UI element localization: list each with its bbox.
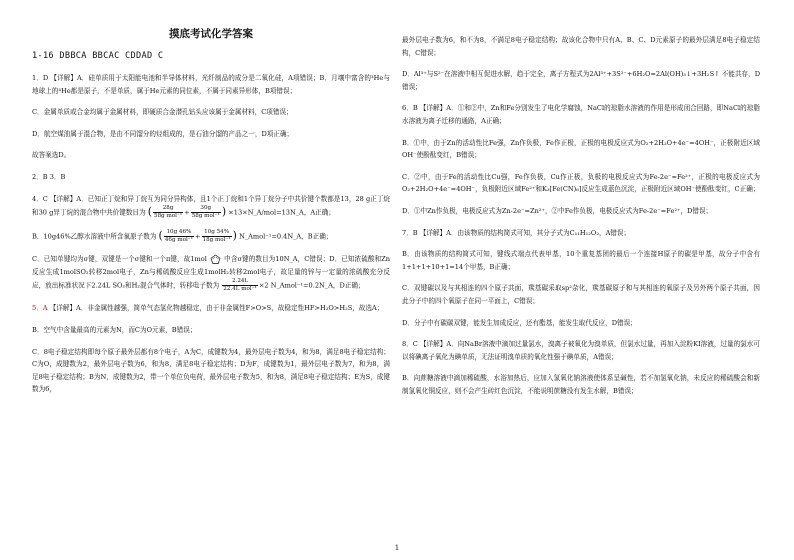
answer-paragraph: 故答案选D。 bbox=[32, 151, 71, 160]
fraction-numerator: 30g bbox=[191, 205, 221, 213]
answer-paragraph: B．10g46%乙醇水溶液中所含氧原子数为 ( $\frac{10g 46\%}{\text{46g mol⁻¹}}$ + $\frac{10g 54\%}{\text{18g mol⁻¹}}$ ) N_Amol⁻¹=0.4N_A，B正确； bbox=[32, 229, 333, 244]
left-column bbox=[12, 0, 392, 540]
fraction-denominator: 46g mol⁻¹ bbox=[164, 237, 193, 244]
answer-paragraph bbox=[32, 302, 390, 315]
answer-paragraph: C．②中，由于Fe的活动性比Cu强，Fe作负极，Cu作正极，负极的电极反应式为Fe-2e⁻=Fe²⁺，正极的电极反应式为O₂+2H₂O+4e⁻=4OH⁻，负极附近区域Fe²⁺和K₃[Fe(CN)₆]反应生成蓝色沉淀，正极附近区域OH⁻使酚酞变红，C正确； bbox=[402, 172, 760, 194]
fraction-denominator: 58g mol⁻¹ bbox=[191, 213, 220, 220]
open-paren: ( bbox=[158, 229, 163, 243]
answer-paragraph: C．8电子稳定结构即每个原子最外层都有8个电子，A为C，成键数为4，最外层电子数为4，和为8，满足8电子稳定结构；C为O，成键数为2，最外层电子数为6，和为8，满足8电子稳定结构；D为F，成键数为1，最外层电子数为7，和为8，满足8电子稳定结构；B为N，成键数为2，带一个单位负电荷，最外层电子数为5，和为8，满足8电子稳定结构；E为S，成键数为6， bbox=[32, 347, 390, 394]
answer-paragraph: B．①中，由于Zn的活动性比Fe强，Zn作负极，Fe作正极，正极的电极反应式为O₂+2H₂O+4e⁻=4OH⁻，正极附近区域OH⁻使酚酞变红，B错误； bbox=[402, 138, 760, 160]
answer-paragraph: 7．B 【详解】A．由该物质的结构简式可知，其分子式为C₁₁H₁₂O₂，A错误； bbox=[402, 228, 631, 237]
answer-paragraph: C．双键碳以及与其相连的四个原子共面，羰基碳采取sp²杂化，羰基碳原子和与其相连的氧原子及另外两个原子共面，因此分子中的四个氧原子在同一平面上，C错误； bbox=[402, 284, 760, 305]
fraction bbox=[191, 205, 221, 220]
answer-paragraph: C．金属单质或合金均属于金属材料，即硬质合金潜孔钻头应该属于金属材料，C项错误； bbox=[32, 108, 293, 117]
answer-paragraph: D．Al³⁺与S²⁻在溶液中相互促进水解，趋于完全，离子方程式为2Al³⁺+3S²⁻+6H₂O=2Al(OH)₃↓+3H₂S↑ 不能共存，D错误； bbox=[402, 70, 760, 91]
answer-paragraph: 最外层电子数为6，和不为8，不满足8电子稳定结构；故该化合物中只有A、B、C、D元素原子的最外层满足8电子稳定结构，C错误； bbox=[402, 36, 760, 57]
answer-paragraph: B．向蔗糖溶液中滴加稀硫酸，水浴加热后，应加入氢氧化钠溶液使体系呈碱性，若不加氢氧化钠，未反应的稀硫酸会和新制氢氧化铜反应，则不会产生砖红色沉淀，不能说明蔗糖没有发生水解，B错误； bbox=[402, 374, 760, 395]
answer-paragraph: 4．C 【详解】A．已知正丁烷和异丁烷互为同分异构体，且1个正丁烷和1个异丁烷分子中共价键个数都是13，28 g正丁烷和30 g异丁烷的混合物中共价键数目为 ( $\frac{28g}{\text{58g mol⁻¹}}$ + $\frac{30g}{\text{58g mol⁻¹}}$ ) ×13×N_A/mol=13N_A，A正确； bbox=[32, 194, 390, 220]
answer-paragraph: 2．B 3．B bbox=[32, 172, 66, 181]
answer-text: N_Amol⁻¹=0.4N_A，B正确； bbox=[239, 232, 333, 241]
answer-paragraph: D．①中Zn作负极，电极反应式为Zn-2e⁻=Zn²⁺，②中Fe作负极，电极反应式为Fe-2e⁻=Fe²⁺，D错误； bbox=[402, 206, 713, 215]
answer-text: 中含σ键的数目为10N_A，C错误；D．已知浓硫酸和Zn反应生成1molSO₂转移2mol电子，Zn与稀硫酸反应生成1molH₂转移2mol电子，故足量的锌与一定量的浓硫酸充分反应，放出标准状况下2.24L SO₂和H₂混合气体时，转移电子数为 bbox=[32, 255, 390, 290]
right-column bbox=[402, 0, 782, 540]
close-paren: ) bbox=[232, 229, 237, 243]
fraction bbox=[222, 278, 258, 293]
answer-paragraph: 1．D 【详解】A．硅单质用于太阳能电池和半导体材料，光纤制品的成分是二氧化硅，A项错误；B．月壤中富含的³He与地球上的⁴He都是原子，不是单质，属于He元素的同位素，不属于同素异形体，B项错误； bbox=[32, 74, 390, 95]
document-title: 摸底考试化学答案 bbox=[169, 28, 253, 40]
answer-text: B．10g46%乙醇水溶液中所含氧原子数为 bbox=[32, 232, 157, 241]
fraction bbox=[153, 205, 183, 220]
answer-key-line: 1-16 DBBCA BBCAC CDDAD C bbox=[32, 51, 164, 61]
fraction-denominator: 18g mol⁻¹ bbox=[202, 237, 231, 244]
answer-text: 4．C 【详解】A．已知正丁烷和异丁烷互为同分异构体，且1个正丁烷和1个异丁烷分子中共价键个数都是13，28 g正丁烷和30 g异丁烷的混合物中共价键数目为 bbox=[32, 194, 390, 217]
pyrrole-ring-icon bbox=[210, 254, 221, 265]
answer-paragraph: D．分子中有碳碳双键，能发生加成反应，还有酯基，能发生取代反应，D错误； bbox=[402, 318, 637, 327]
answer-text: C．已知单键均为σ键，双键是一个σ键和一个π键，故1mol bbox=[32, 255, 207, 264]
answer-text: 【详解】A．非金属性越强，简单气态氢化物越稳定，由于非金属性F>O>S，故稳定性HF>H₂O>H₂S，故选A； bbox=[49, 304, 384, 313]
fraction-numerator: 10g 54% bbox=[202, 229, 232, 237]
answer-paragraph: 6．B 【详解】A．①和②中，Zn和Fe分别发生了电化学腐蚀，NaCl的琼脂水溶液的作用是形成闭合回路，即NaCl的琼脂水溶液为离子迁移的通路，A正确； bbox=[402, 104, 760, 125]
answer-paragraph: C．已知单键均为σ键，双键是一个σ键和一个π键，故1mol 中含σ键的数目为10N_A，C错误；D．已知浓硫酸和Zn反应生成1molSO₂转移2mol电子，Zn与稀硫酸反应生成1molH₂转移2mol电子，故足量的锌与一定量的浓硫酸充分反应，放出标准状况下2.24L SO₂和H₂混合气体时，转移电子数为 $\frac{2.24L}{\text{22.4L mol⁻¹}}$ ×2 N_Amol⁻¹=0.2N_A，D正确； bbox=[32, 255, 390, 293]
fraction-numerator: 2.24L bbox=[222, 278, 258, 286]
fraction bbox=[164, 229, 194, 244]
fraction-denominator: 22.4L mol⁻¹ bbox=[223, 286, 257, 293]
answer-paragraph: B．空气中含量最高的元素为N，而C为O元素，B错误； bbox=[32, 325, 197, 334]
page-number: 1 bbox=[394, 544, 400, 552]
answer-paragraph: 8．C 【详解】A．向NaBr溶液中滴加过量氯水，溴离子被氧化为溴单质，但氯水过量，再加入淀粉KI溶液，过量的氯水可以将碘离子氧化为碘单质，无法证明溴单质的氧化性强于碘单质，A错误； bbox=[402, 340, 760, 361]
fraction-numerator: 10g 46% bbox=[164, 229, 194, 237]
close-paren: ) bbox=[221, 205, 227, 219]
fraction-denominator: 58g mol⁻¹ bbox=[154, 213, 183, 220]
fraction-numerator: 28g bbox=[153, 205, 183, 213]
answer-text: N_Amol⁻¹=0.2N_A，D正确； bbox=[270, 281, 365, 290]
answer-text: ×13×N_A/mol=13N_A，A正确； bbox=[228, 208, 335, 217]
answer-paragraph: B．由该物质的结构简式可知，键线式端点代表甲基，10个重复基团的最后一个连接H原子的碳是甲基，故分子中含有1+1+1+10+1=14个甲基，B正确； bbox=[402, 250, 760, 271]
answer-paragraph: D．航空煤油属于混合物，是由不同馏分的烃组成的，是石油分馏的产品之一，D项正确； bbox=[32, 129, 294, 138]
fraction bbox=[202, 229, 232, 244]
answer-letter-red: 5．A bbox=[32, 304, 48, 313]
open-paren: ( bbox=[147, 205, 153, 219]
